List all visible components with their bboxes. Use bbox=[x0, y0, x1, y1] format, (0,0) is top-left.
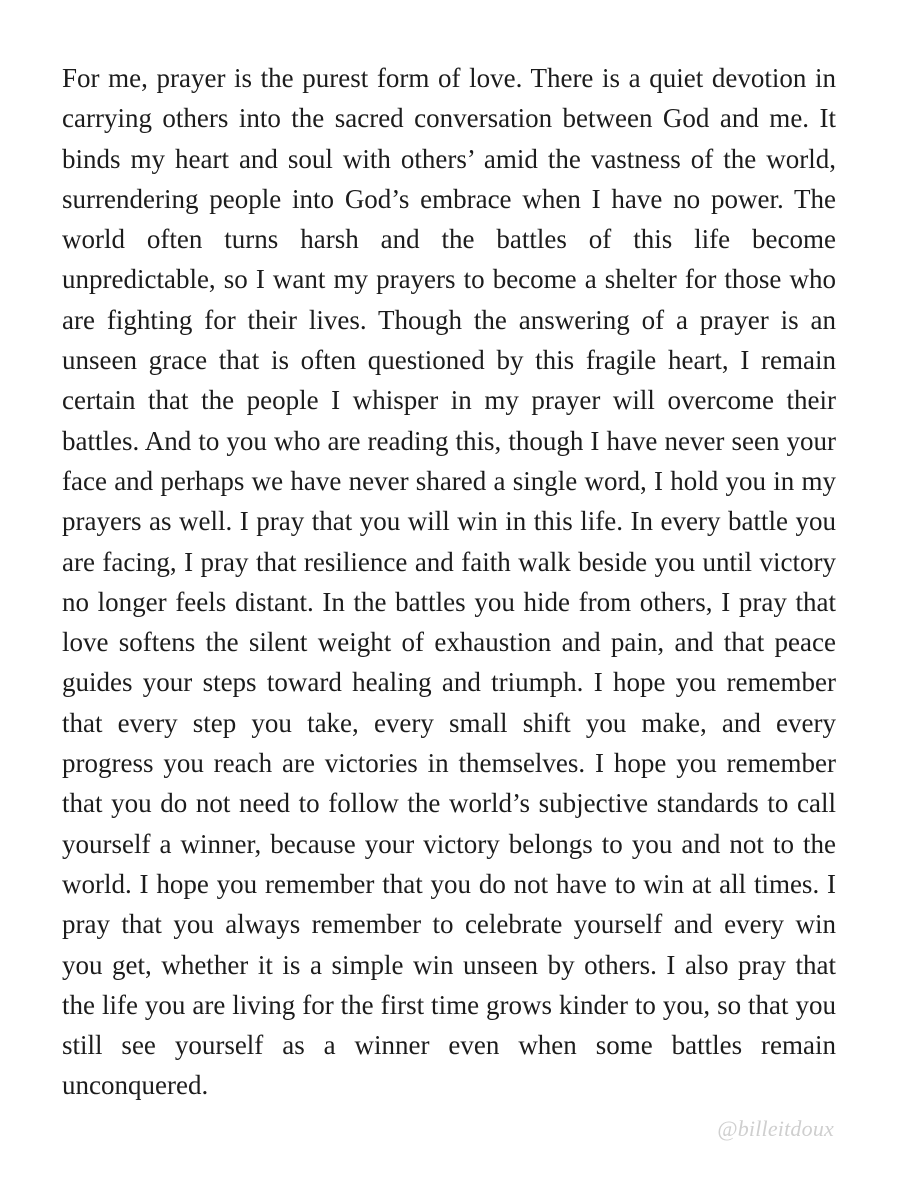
watermark-handle: @billeitdoux bbox=[717, 1116, 834, 1141]
body-paragraph: For me, prayer is the purest form of love. There is a quiet devotion in carrying others into the sacred conversation between God and me. It binds my heart and soul with others’ amid the vastness of the world, surrendering people into God’s embrace when I have no power. The world often turns harsh and the battles of this life become unpredictable, so I want my prayers to become a shelter for those who are fighting for their lives. Though the answering of a prayer is an unseen grace that is often questioned by this fragile heart, I remain certain that the people I whisper in my prayer will overcome their battles. And to you who are reading this, though I have never seen your face and perhaps we have never shared a single word, I hold you in my prayers as well. I pray that you will win in this life. In every battle you are facing, I pray that resilience and faith walk beside you until victory no longer feels distant. In the battles you hide from others, I pray that love softens the silent weight of exhaustion and pain, and that peace guides your steps toward healing and triumph. I hope you remember that every step you take, every small shift you make, and every progress you reach are victories in themselves. I hope you remember that you do not need to follow the world’s subjective standards to call yourself a winner, because your victory belongs to you and not to the world. I hope you remember that you do not have to win at all times. I pray that you always remember to celebrate yourself and every win you get, whether it is a simple win unseen by others. I also pray that the life you are living for the first time grows kinder to you, so that you still see yourself as a winner even when some battles remain unconquered. bbox=[62, 63, 836, 1101]
